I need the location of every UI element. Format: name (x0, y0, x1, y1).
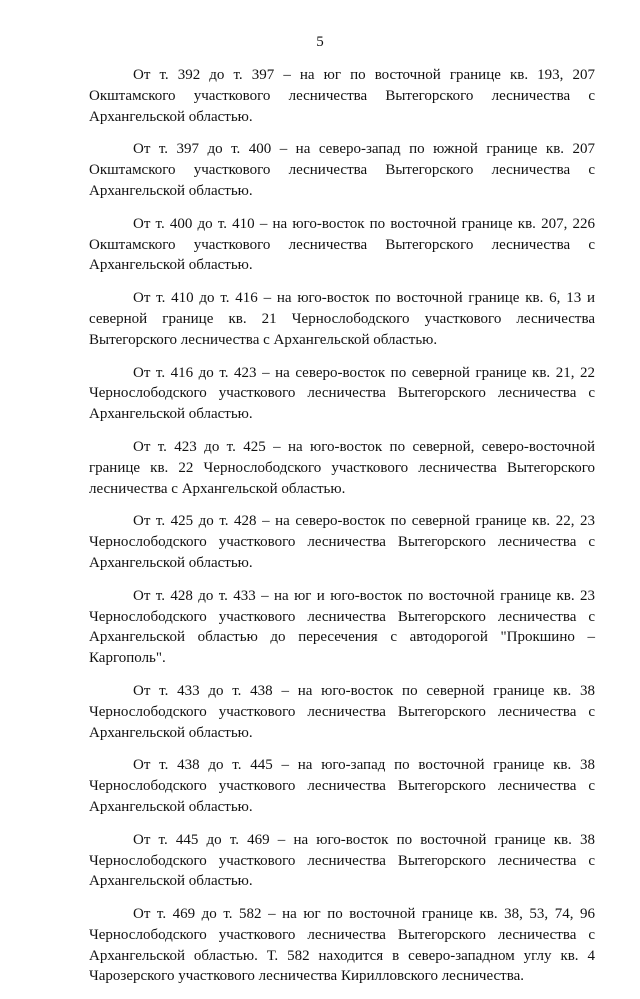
paragraph: От т. 428 до т. 433 – на юг и юго-восток по восточной границе кв. 23 Чернослободского участкового лесничества Вытегорского лесничества с Архангельской областью до пересечения с автодорогой "Прокшино – Каргополь". (89, 587, 595, 667)
paragraph: От т. 425 до т. 428 – на северо-восток по северной границе кв. 22, 23 Чернослободского участкового лесничества Вытегорского лесничества с Архангельской областью. (89, 513, 595, 571)
paragraph: От т. 423 до т. 425 – на юго-восток по северной, северо-восточной границе кв. 22 Чернослободского участкового лесничества Вытегорского лесничества с Архангельской областью. (89, 438, 595, 497)
document-body (89, 65, 595, 999)
paragraph: От т. 392 до т. 397 – на юг по восточной границе кв. 193, 207 Окштамского участкового лесничества Вытегорского лесничества с Архангельской областью. (89, 67, 595, 125)
paragraph: От т. 469 до т. 582 – на юг по восточной границе кв. 38, 53, 74, 96 Чернослободского участкового лесничества Вытегорского лесничества с Архангельской областью. Т. 582 находится в северо-западном углу кв. 4 Чарозерского участкового лесничества Кирилловского лесничества. (89, 906, 595, 985)
paragraph: От т. 400 до т. 410 – на юго-восток по восточной границе кв. 207, 226 Окштамского участкового лесничества Вытегорского лесничества с Архангельской областью. (89, 215, 595, 274)
paragraph: От т. 416 до т. 423 – на северо-восток по северной границе кв. 21, 22 Чернослободского участкового лесничества Вытегорского лесничества с Архангельской областью. (89, 364, 595, 423)
paragraph: От т. 433 до т. 438 – на юго-восток по северной границе кв. 38 Чернослободского участкового лесничества Вытегорского лесничества с Архангельской областью. (89, 682, 595, 741)
page-number: 5 (316, 34, 324, 50)
paragraph: От т. 445 до т. 469 – на юго-восток по восточной границе кв. 38 Чернослободского участкового лесничества Вытегорского лесничества с Архангельской областью. (89, 831, 595, 890)
paragraph: От т. 438 до т. 445 – на юго-запад по восточной границе кв. 38 Чернослободского участкового лесничества Вытегорского лесничества с Архангельской областью. (89, 757, 595, 815)
paragraph: От т. 397 до т. 400 – на северо-запад по южной границе кв. 207 Окштамского участкового лесничества Вытегорского лесничества с Архангельской областью. (89, 141, 595, 199)
paragraph: От т. 410 до т. 416 – на юго-восток по восточной границе кв. 6, 13 и северной границе кв. 21 Чернослободского участкового лесничества Вытегорского лесничества с Архангельской областью. (89, 290, 595, 348)
